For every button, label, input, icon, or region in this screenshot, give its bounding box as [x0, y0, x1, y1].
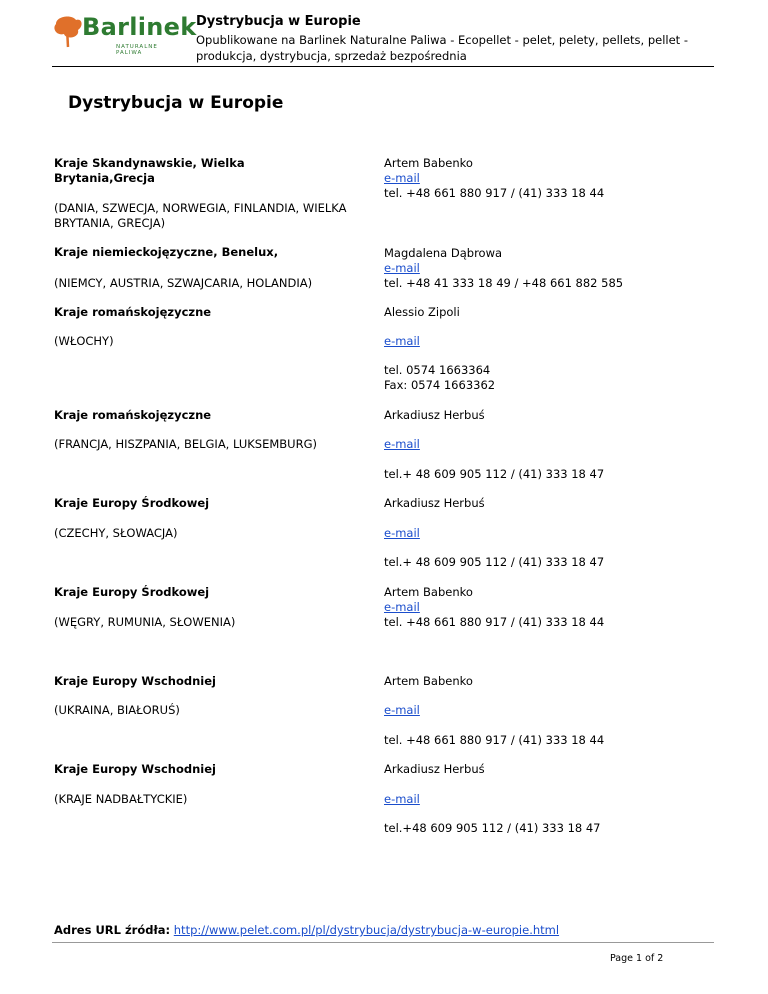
email-link[interactable]: e-mail — [384, 703, 420, 717]
page-number: Page 1 of 2 — [610, 953, 664, 964]
email-link[interactable]: e-mail — [384, 437, 420, 451]
region-countries: (CZECHY, SŁOWACJA) — [54, 526, 178, 540]
leaf-icon — [52, 14, 86, 48]
region-countries-cont: BRYTANIA, GRECJA) — [54, 216, 166, 230]
region-title: Kraje Europy Wschodniej — [54, 762, 216, 776]
source-url-line — [54, 923, 559, 937]
contact-name: Arkadiusz Herbuś — [384, 408, 485, 422]
region-title: Kraje Skandynawskie, Wielka — [54, 156, 245, 170]
logo-tagline: NATURALNE PALIWA — [116, 44, 158, 56]
source-url-link[interactable]: http://www.pelet.com.pl/pl/dystrybucja/dystrybucja-w-europie.html — [173, 923, 560, 937]
region-countries: (KRAJE NADBAŁTYCKIE) — [54, 792, 188, 806]
region-countries: (WĘGRY, RUMUNIA, SŁOWENIA) — [54, 615, 236, 629]
contact-phone: tel. +48 41 333 18 49 / +48 661 882 585 — [384, 276, 624, 290]
email-link[interactable]: e-mail — [384, 600, 420, 614]
contact-name: Magdalena Dąbrowa — [384, 246, 503, 260]
region-title: Kraje romańskojęzyczne — [54, 305, 212, 319]
footer-divider — [52, 942, 714, 943]
source-url-label: Adres URL źródła: — [54, 923, 171, 937]
contact-name: Artem Babenko — [384, 674, 473, 688]
email-link[interactable]: e-mail — [384, 261, 420, 275]
contact-fax: Fax: 0574 1663362 — [384, 378, 496, 392]
contact-name: Artem Babenko — [384, 585, 473, 599]
contact-phone: tel. +48 661 880 917 / (41) 333 18 44 — [384, 615, 605, 629]
barlinek-logo — [52, 13, 197, 56]
header-title: Dystrybucja w Europie — [196, 14, 361, 29]
header-subtitle: Opublikowane na Barlinek Naturalne Paliwa - Ecopellet - pelet, pelety, pellets, pellet - produkcja, dystrybucja, sprzedaż bezpośrednia — [196, 33, 688, 63]
contact-name: Arkadiusz Herbuś — [384, 762, 485, 776]
contact-phone: tel. +48 661 880 917 / (41) 333 18 44 — [384, 186, 605, 200]
region-title: Kraje Europy Środkowej — [54, 496, 210, 510]
email-link[interactable]: e-mail — [384, 334, 420, 348]
region-countries: (DANIA, SZWECJA, NORWEGIA, FINLANDIA, WIELKA — [54, 201, 347, 215]
contact-phone: tel. 0574 1663364 — [384, 363, 491, 377]
header-divider — [52, 66, 714, 67]
page-title: Dystrybucja w Europie — [68, 93, 284, 113]
contact-phone: tel.+ 48 609 905 112 / (41) 333 18 47 — [384, 555, 605, 569]
region-countries: (NIEMCY, AUSTRIA, SZWAJCARIA, HOLANDIA) — [54, 276, 313, 290]
contact-name: Artem Babenko — [384, 156, 473, 170]
region-title: Kraje romańskojęzyczne — [54, 408, 212, 422]
region-countries: (WŁOCHY) — [54, 334, 114, 348]
region-countries: (FRANCJA, HISZPANIA, BELGIA, LUKSEMBURG) — [54, 437, 317, 451]
contact-phone: tel.+48 609 905 112 / (41) 333 18 47 — [384, 821, 601, 835]
contact-name: Alessio Zipoli — [384, 305, 460, 319]
region-title: Kraje niemieckojęzyczne, Benelux, — [54, 245, 279, 259]
email-link[interactable]: e-mail — [384, 171, 420, 185]
region-title: Kraje Europy Środkowej — [54, 585, 210, 599]
contact-phone: tel. +48 661 880 917 / (41) 333 18 44 — [384, 733, 605, 747]
region-title: Kraje Europy Wschodniej — [54, 674, 216, 688]
region-title-cont: Brytania,Grecja — [54, 171, 155, 185]
email-link[interactable]: e-mail — [384, 526, 420, 540]
logo-text: Barlinek — [82, 13, 197, 41]
region-countries: (UKRAINA, BIAŁORUŚ) — [54, 703, 180, 717]
contact-name: Arkadiusz Herbuś — [384, 496, 485, 510]
contact-phone: tel.+ 48 609 905 112 / (41) 333 18 47 — [384, 467, 605, 481]
email-link[interactable]: e-mail — [384, 792, 420, 806]
